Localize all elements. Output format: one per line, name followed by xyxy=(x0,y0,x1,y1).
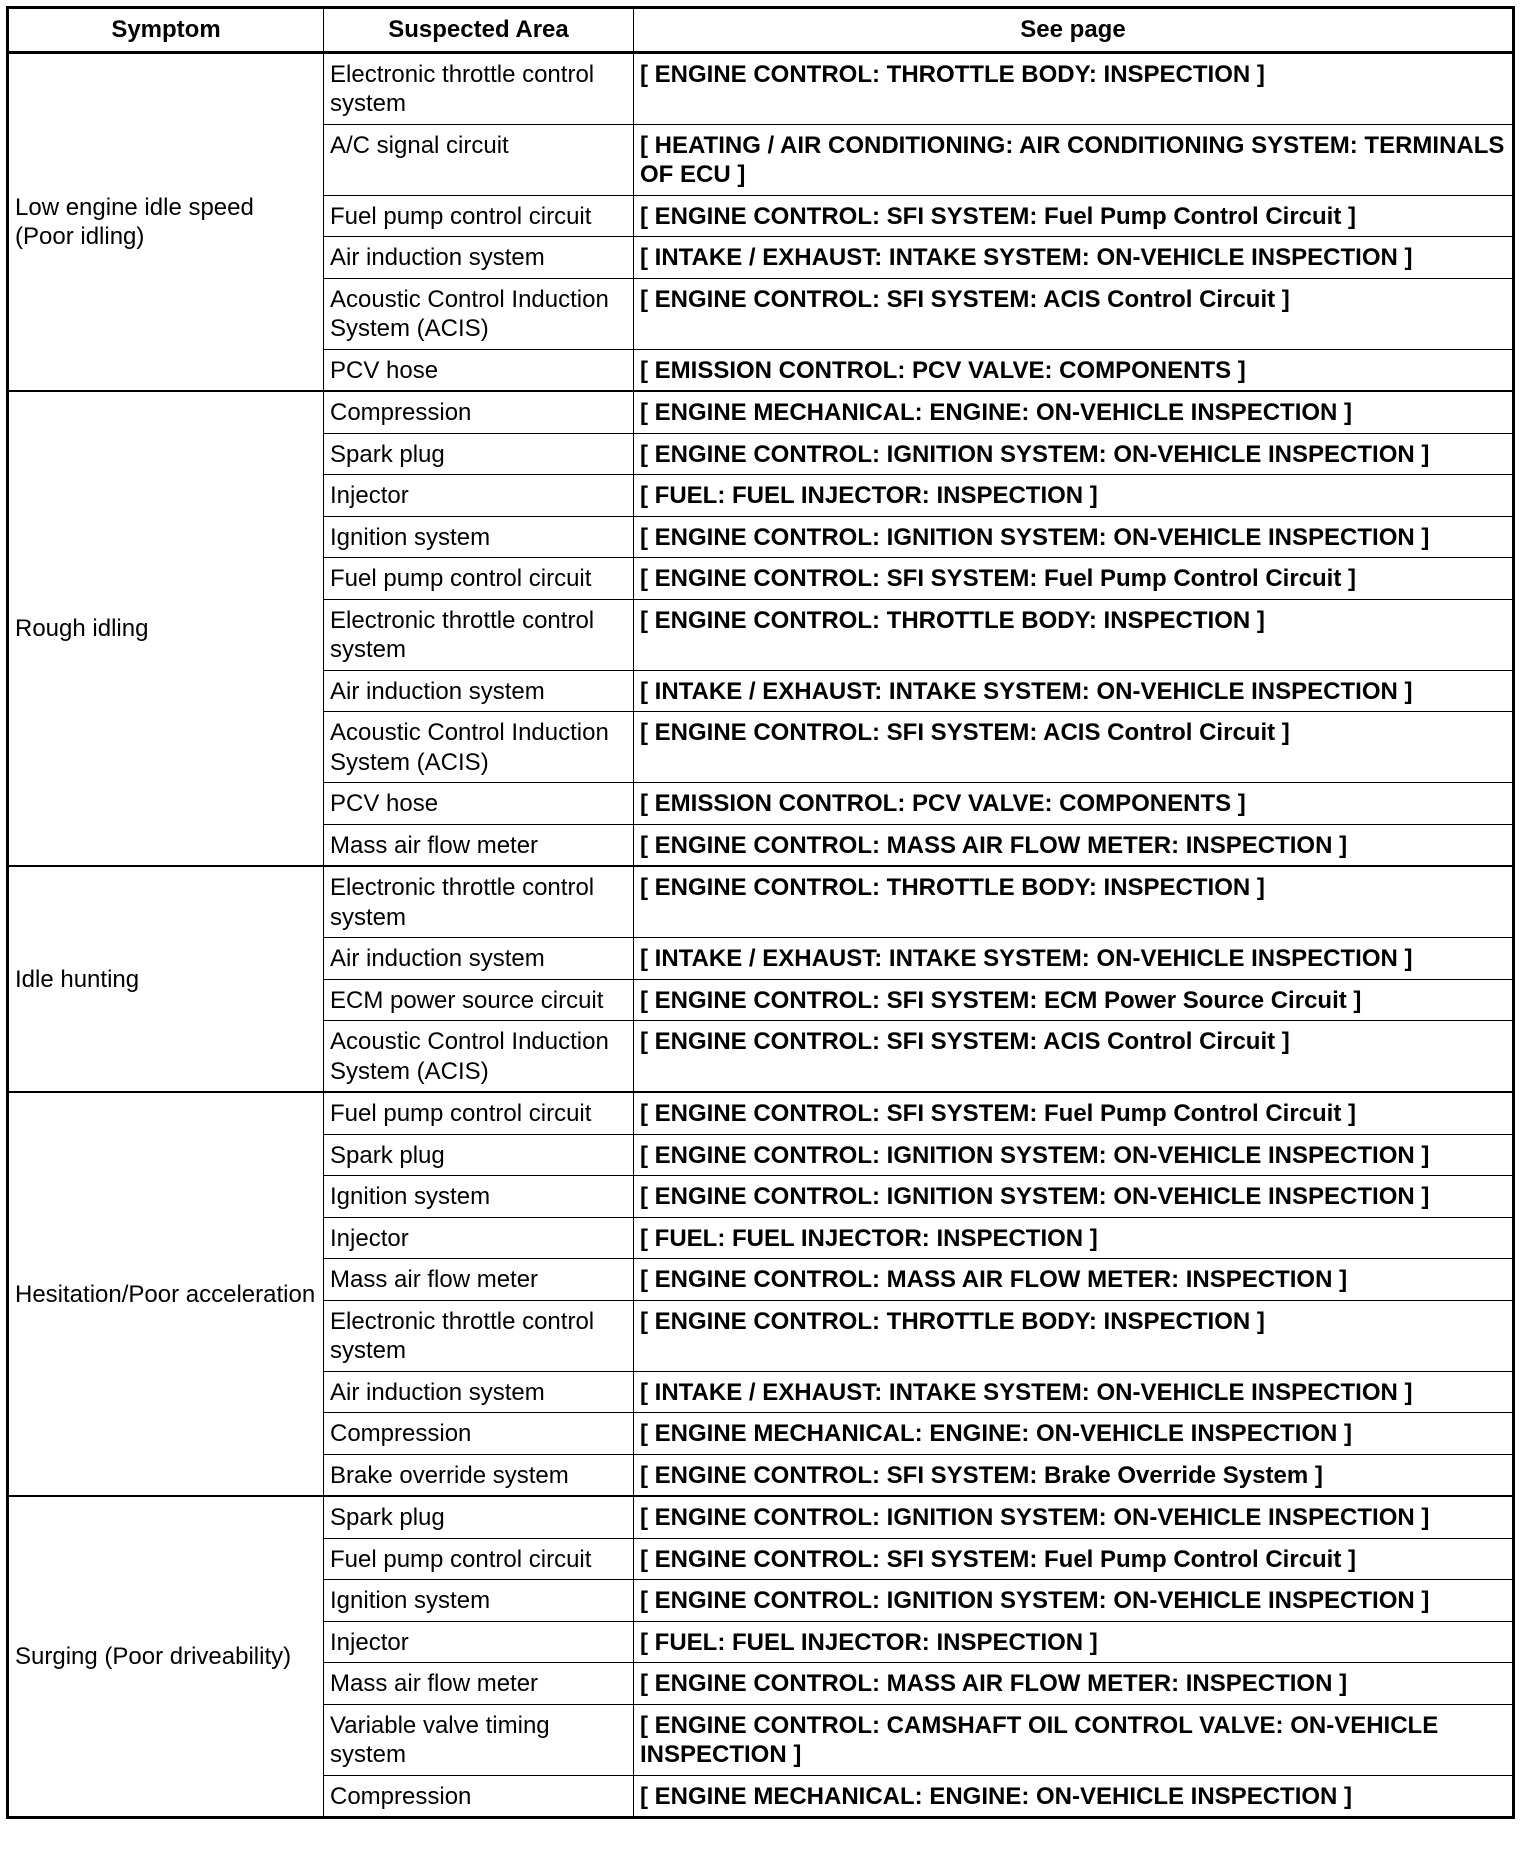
see-page-reference: [ ENGINE CONTROL: THROTTLE BODY: INSPECTION ] xyxy=(634,866,1514,938)
see-page-reference: [ ENGINE CONTROL: SFI SYSTEM: Fuel Pump Control Circuit ] xyxy=(634,558,1514,600)
suspected-area-cell: Ignition system xyxy=(324,1176,634,1218)
troubleshooting-table xyxy=(6,6,1515,1819)
table-body xyxy=(8,52,1514,1818)
see-page-reference: [ INTAKE / EXHAUST: INTAKE SYSTEM: ON-VEHICLE INSPECTION ] xyxy=(634,237,1514,279)
suspected-area-cell: Air induction system xyxy=(324,670,634,712)
see-page-reference: [ INTAKE / EXHAUST: INTAKE SYSTEM: ON-VEHICLE INSPECTION ] xyxy=(634,670,1514,712)
see-page-reference: [ ENGINE CONTROL: THROTTLE BODY: INSPECTION ] xyxy=(634,599,1514,670)
see-page-reference: [ HEATING / AIR CONDITIONING: AIR CONDITIONING SYSTEM: TERMINALS OF ECU ] xyxy=(634,124,1514,195)
suspected-area-cell: PCV hose xyxy=(324,783,634,825)
see-page-reference: [ ENGINE CONTROL: SFI SYSTEM: Fuel Pump Control Circuit ] xyxy=(634,1538,1514,1580)
see-page-reference: [ ENGINE CONTROL: SFI SYSTEM: Fuel Pump Control Circuit ] xyxy=(634,195,1514,237)
suspected-area-cell: Mass air flow meter xyxy=(324,1663,634,1705)
table-row xyxy=(8,1092,1514,1134)
suspected-area-cell: Injector xyxy=(324,475,634,517)
see-page-reference: [ ENGINE CONTROL: SFI SYSTEM: ACIS Control Circuit ] xyxy=(634,278,1514,349)
suspected-area-cell: PCV hose xyxy=(324,349,634,391)
suspected-area-cell: Mass air flow meter xyxy=(324,1259,634,1301)
see-page-reference: [ FUEL: FUEL INJECTOR: INSPECTION ] xyxy=(634,1217,1514,1259)
header-suspected-area: Suspected Area xyxy=(324,8,634,53)
suspected-area-cell: Fuel pump control circuit xyxy=(324,1538,634,1580)
see-page-reference: [ ENGINE CONTROL: IGNITION SYSTEM: ON-VEHICLE INSPECTION ] xyxy=(634,516,1514,558)
see-page-reference: [ ENGINE CONTROL: MASS AIR FLOW METER: INSPECTION ] xyxy=(634,824,1514,866)
see-page-reference: [ ENGINE CONTROL: SFI SYSTEM: Fuel Pump Control Circuit ] xyxy=(634,1092,1514,1134)
document-page xyxy=(6,6,1515,1819)
see-page-reference: [ ENGINE MECHANICAL: ENGINE: ON-VEHICLE INSPECTION ] xyxy=(634,1775,1514,1818)
suspected-area-cell: A/C signal circuit xyxy=(324,124,634,195)
see-page-reference: [ INTAKE / EXHAUST: INTAKE SYSTEM: ON-VEHICLE INSPECTION ] xyxy=(634,1371,1514,1413)
see-page-reference: [ FUEL: FUEL INJECTOR: INSPECTION ] xyxy=(634,475,1514,517)
suspected-area-cell: Fuel pump control circuit xyxy=(324,1092,634,1134)
suspected-area-cell: Ignition system xyxy=(324,516,634,558)
suspected-area-cell: Spark plug xyxy=(324,1134,634,1176)
suspected-area-cell: Compression xyxy=(324,1413,634,1455)
see-page-reference: [ ENGINE CONTROL: IGNITION SYSTEM: ON-VEHICLE INSPECTION ] xyxy=(634,1176,1514,1218)
see-page-reference: [ ENGINE MECHANICAL: ENGINE: ON-VEHICLE INSPECTION ] xyxy=(634,391,1514,433)
suspected-area-cell: Mass air flow meter xyxy=(324,824,634,866)
suspected-area-cell: ECM power source circuit xyxy=(324,979,634,1021)
table-row xyxy=(8,52,1514,124)
see-page-reference: [ ENGINE CONTROL: IGNITION SYSTEM: ON-VEHICLE INSPECTION ] xyxy=(634,433,1514,475)
suspected-area-cell: Fuel pump control circuit xyxy=(324,195,634,237)
see-page-reference: [ ENGINE CONTROL: CAMSHAFT OIL CONTROL VALVE: ON-VEHICLE INSPECTION ] xyxy=(634,1704,1514,1775)
suspected-area-cell: Air induction system xyxy=(324,237,634,279)
suspected-area-cell: Acoustic Control Induction System (ACIS) xyxy=(324,1021,634,1093)
see-page-reference: [ ENGINE CONTROL: THROTTLE BODY: INSPECTION ] xyxy=(634,1300,1514,1371)
suspected-area-cell: Electronic throttle control system xyxy=(324,599,634,670)
see-page-reference: [ ENGINE CONTROL: MASS AIR FLOW METER: INSPECTION ] xyxy=(634,1663,1514,1705)
see-page-reference: [ ENGINE CONTROL: IGNITION SYSTEM: ON-VEHICLE INSPECTION ] xyxy=(634,1580,1514,1622)
see-page-reference: [ ENGINE CONTROL: IGNITION SYSTEM: ON-VEHICLE INSPECTION ] xyxy=(634,1496,1514,1538)
suspected-area-cell: Electronic throttle control system xyxy=(324,1300,634,1371)
table-row xyxy=(8,1496,1514,1538)
see-page-reference: [ INTAKE / EXHAUST: INTAKE SYSTEM: ON-VEHICLE INSPECTION ] xyxy=(634,938,1514,980)
suspected-area-cell: Injector xyxy=(324,1217,634,1259)
table-row xyxy=(8,391,1514,433)
see-page-reference: [ ENGINE CONTROL: SFI SYSTEM: Brake Override System ] xyxy=(634,1454,1514,1496)
see-page-reference: [ FUEL: FUEL INJECTOR: INSPECTION ] xyxy=(634,1621,1514,1663)
see-page-reference: [ ENGINE CONTROL: SFI SYSTEM: ACIS Control Circuit ] xyxy=(634,1021,1514,1093)
see-page-reference: [ ENGINE CONTROL: THROTTLE BODY: INSPECTION ] xyxy=(634,52,1514,124)
see-page-reference: [ EMISSION CONTROL: PCV VALVE: COMPONENTS ] xyxy=(634,783,1514,825)
see-page-reference: [ ENGINE CONTROL: MASS AIR FLOW METER: INSPECTION ] xyxy=(634,1259,1514,1301)
see-page-reference: [ ENGINE CONTROL: IGNITION SYSTEM: ON-VEHICLE INSPECTION ] xyxy=(634,1134,1514,1176)
suspected-area-cell: Compression xyxy=(324,391,634,433)
suspected-area-cell: Acoustic Control Induction System (ACIS) xyxy=(324,278,634,349)
suspected-area-cell: Electronic throttle control system xyxy=(324,52,634,124)
see-page-reference: [ EMISSION CONTROL: PCV VALVE: COMPONENTS ] xyxy=(634,349,1514,391)
suspected-area-cell: Air induction system xyxy=(324,1371,634,1413)
symptom-cell: Hesitation/Poor acceleration xyxy=(8,1092,324,1496)
suspected-area-cell: Air induction system xyxy=(324,938,634,980)
see-page-reference: [ ENGINE MECHANICAL: ENGINE: ON-VEHICLE INSPECTION ] xyxy=(634,1413,1514,1455)
suspected-area-cell: Spark plug xyxy=(324,1496,634,1538)
symptom-cell: Idle hunting xyxy=(8,866,324,1092)
table-row xyxy=(8,866,1514,938)
suspected-area-cell: Electronic throttle control system xyxy=(324,866,634,938)
suspected-area-cell: Variable valve timing system xyxy=(324,1704,634,1775)
symptom-cell: Rough idling xyxy=(8,391,324,866)
symptom-cell: Surging (Poor driveability) xyxy=(8,1496,324,1818)
header-symptom: Symptom xyxy=(8,8,324,53)
symptom-cell: Low engine idle speed (Poor idling) xyxy=(8,52,324,391)
suspected-area-cell: Spark plug xyxy=(324,433,634,475)
see-page-reference: [ ENGINE CONTROL: SFI SYSTEM: ECM Power Source Circuit ] xyxy=(634,979,1514,1021)
suspected-area-cell: Injector xyxy=(324,1621,634,1663)
suspected-area-cell: Brake override system xyxy=(324,1454,634,1496)
suspected-area-cell: Acoustic Control Induction System (ACIS) xyxy=(324,712,634,783)
suspected-area-cell: Ignition system xyxy=(324,1580,634,1622)
table-header-row xyxy=(8,8,1514,53)
see-page-reference: [ ENGINE CONTROL: SFI SYSTEM: ACIS Control Circuit ] xyxy=(634,712,1514,783)
suspected-area-cell: Compression xyxy=(324,1775,634,1818)
suspected-area-cell: Fuel pump control circuit xyxy=(324,558,634,600)
header-see-page: See page xyxy=(634,8,1514,53)
